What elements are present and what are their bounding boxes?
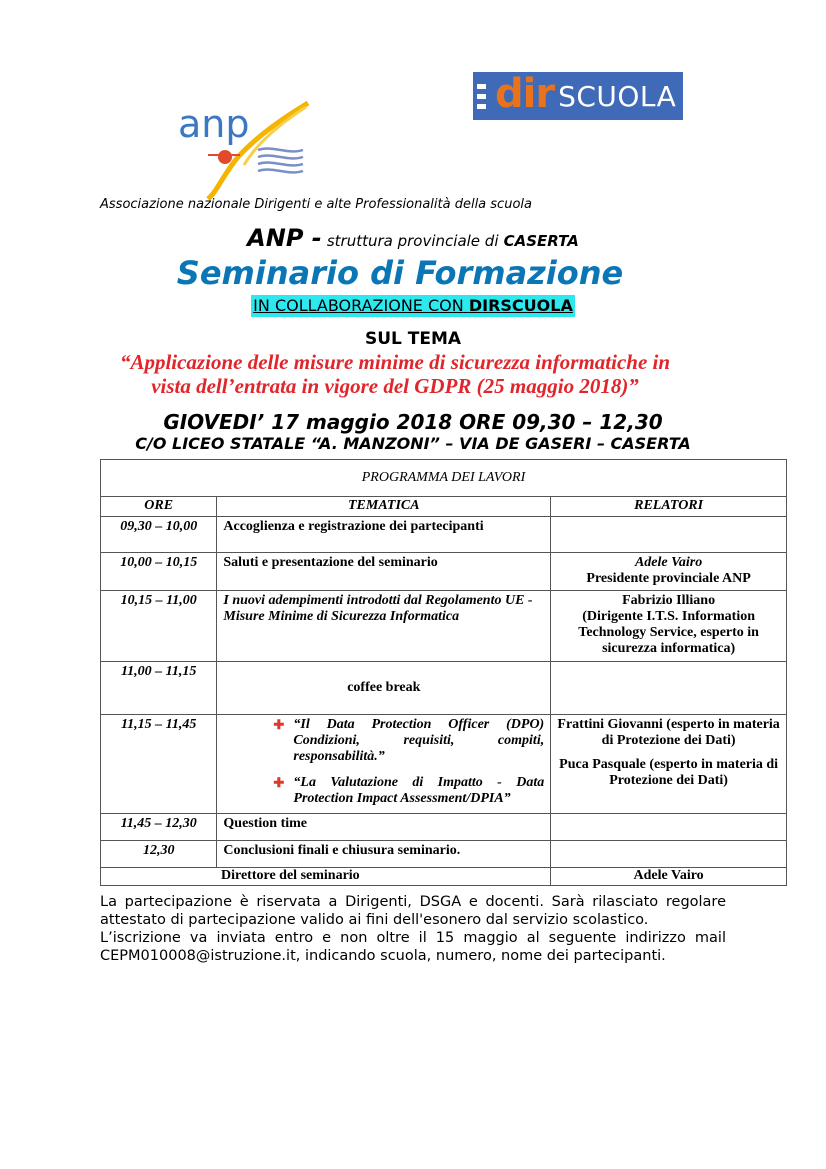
row-speaker: [551, 590, 787, 661]
row-speaker: [551, 840, 787, 867]
sul-tema-label: SUL TEMA: [364, 329, 462, 349]
anp-structure-line: [0, 224, 826, 252]
date-time-line: GIOVEDI’ 17 maggio 2018 ORE 09,30 – 12,30: [163, 410, 663, 434]
row-topic: Question time: [217, 813, 551, 840]
row-topic: I nuovi adempimenti introdotti dal Regolamento UE - Misure Minime di Sicurezza Informatica: [217, 590, 551, 661]
row-topic: [217, 715, 551, 813]
table-row: [101, 840, 787, 867]
row-time: 09,30 – 10,00: [101, 517, 217, 553]
row-topic: Saluti e presentazione del seminario: [217, 553, 551, 590]
table-row: [101, 715, 787, 813]
row-speaker: [551, 661, 787, 714]
topic-line-2: vista dell’entrata in vigore del GDPR (25 maggio 2018)”: [151, 374, 639, 398]
association-name: Associazione nazionale Dirigenti e alte Professionalità della scuola: [100, 197, 532, 212]
seminar-topic: [95, 350, 695, 398]
bullet-item: [273, 717, 544, 765]
table-row: [101, 553, 787, 590]
table-row: [101, 813, 787, 840]
page-title: Seminario di Formazione: [176, 254, 624, 292]
table-row: [101, 661, 787, 714]
bullet-item: [273, 775, 544, 807]
speaker-entry: Frattini Giovanni (esperto in materia di Protezione dei Dati): [557, 717, 780, 749]
scuola-logo-text: SCUOLA: [558, 79, 677, 113]
bullet-text: “La Valutazione di Impatto - Data Protection Impact Assessment/DPIA”: [293, 775, 545, 807]
table-row: [101, 590, 787, 661]
anp-logo-text: anp: [178, 102, 250, 146]
row-speaker: [551, 715, 787, 813]
structure-text: struttura provinciale di: [326, 232, 499, 250]
row-topic: Conclusioni finali e chiusura seminario.: [217, 840, 551, 867]
program-table: [100, 459, 787, 886]
collab-prefix: IN COLLABORAZIONE CON: [253, 296, 464, 315]
row-time: 12,30: [101, 840, 217, 867]
participation-paragraph: La partecipazione è riservata a Dirigenti, DSGA e docenti. Sarà rilasciato regolare attestato di partecipazione valido ai fini dell'esonero dal servizio scolastico.: [100, 894, 726, 928]
speaker-role: Presidente provinciale ANP: [586, 571, 751, 587]
anp-label: ANP -: [247, 224, 322, 252]
speaker-entry: Puca Pasquale (esperto in materia di Protezione dei Dati): [559, 757, 779, 789]
row-speaker: [551, 517, 787, 553]
row-time: 10,00 – 10,15: [101, 553, 217, 590]
bullet-icon: ✚: [273, 775, 285, 791]
city-name: CASERTA: [503, 232, 579, 250]
column-header-tematica: TEMATICA: [217, 497, 551, 517]
row-topic: Accoglienza e registrazione dei partecipanti: [217, 517, 551, 553]
collaboration-line: [0, 295, 826, 317]
collab-partner: DIRSCUOLA: [468, 296, 573, 315]
bullet-text: “Il Data Protection Officer (DPO) Condizioni, requisiti, compiti, responsabilità.”: [293, 717, 545, 765]
speaker-name: Fabrizio Illiano: [622, 592, 716, 608]
footer-notes: [100, 893, 726, 965]
venue-line: C/O LICEO STATALE “A. MANZONI” – VIA DE GASERI – CASERTA: [135, 434, 691, 453]
row-speaker: [551, 553, 787, 590]
column-header-relatori: RELATORI: [551, 497, 787, 517]
speaker-name: Adele Vairo: [634, 555, 703, 571]
dir-logo-text: dir: [495, 71, 555, 117]
column-header-ore: ORE: [101, 497, 217, 517]
table-row: [101, 517, 787, 553]
collaboration-highlight: [251, 295, 575, 317]
director-name: Adele Vairo: [551, 867, 787, 885]
topic-line-1: “Applicazione delle misure minime di sicurezza informatiche in: [119, 350, 671, 374]
dirscuola-logo: [473, 72, 683, 120]
director-row: [101, 867, 787, 885]
table-caption: PROGRAMMA DEI LAVORI: [101, 460, 787, 497]
registration-paragraph: L’iscrizione va inviata entro e non oltre il 15 maggio al seguente indirizzo mail CEPM010008@istruzione.it, indicando scuola, numero, nome dei partecipanti.: [100, 930, 726, 964]
row-time: 10,15 – 11,00: [101, 590, 217, 661]
speaker-role: (Dirigente I.T.S. Information Technology Service, esperto in sicurezza informatica): [578, 608, 759, 656]
logo-bars-icon: [477, 72, 491, 120]
row-time: 11,15 – 11,45: [101, 715, 217, 813]
row-time: 11,00 – 11,15: [101, 661, 217, 714]
row-time: 11,45 – 12,30: [101, 813, 217, 840]
director-label: Direttore del seminario: [101, 867, 551, 885]
bullet-icon: ✚: [273, 717, 285, 733]
anp-logo: [178, 95, 318, 203]
row-topic: coffee break: [217, 661, 551, 714]
row-speaker: [551, 813, 787, 840]
